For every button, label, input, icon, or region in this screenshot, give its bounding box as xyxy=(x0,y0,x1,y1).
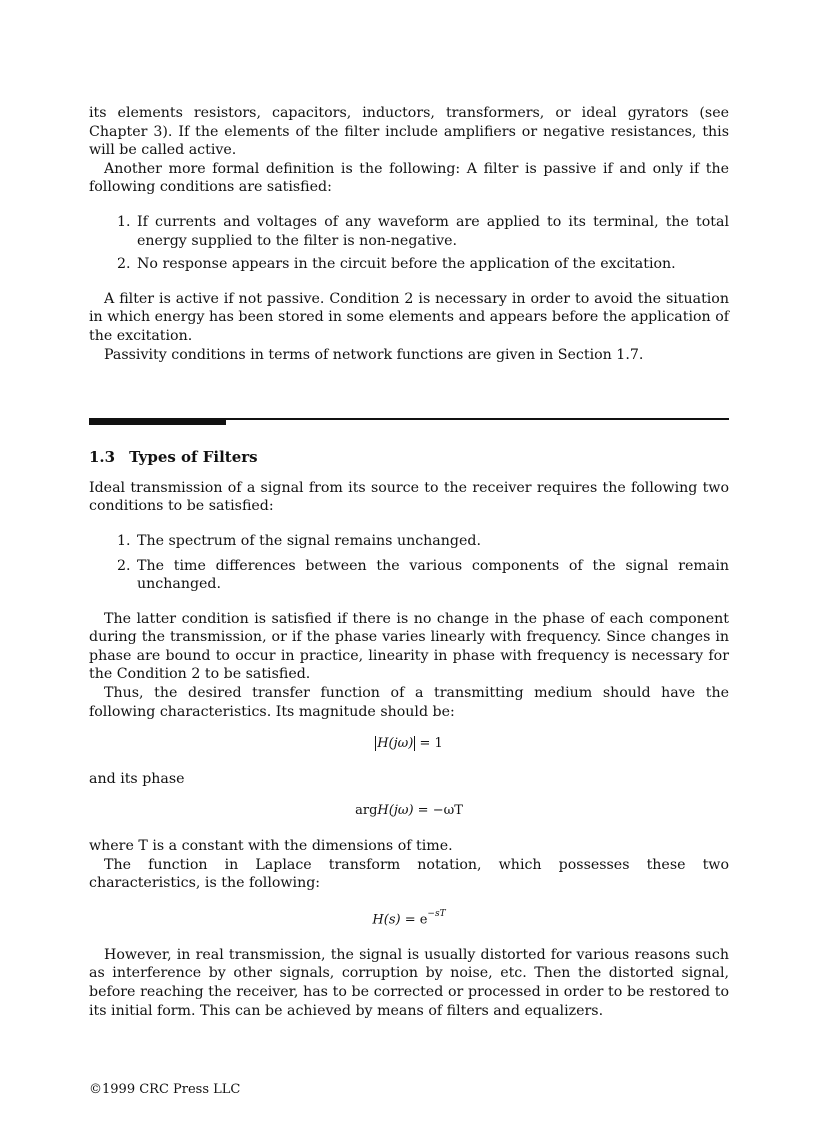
list-item-text: The spectrum of the signal remains unchanged. xyxy=(137,532,481,549)
section-title: Types of Filters xyxy=(129,448,258,467)
section-rule-thick xyxy=(89,418,226,425)
paragraph-5: The latter condition is satisfied if there is no change in the phase of each component during the transmission, or if the phase varies linearly with frequency. Since changes in phase are bound to occur in practice, linearity in phase with frequency is necessary for the Condition 2 to be satisfied. xyxy=(89,610,729,683)
list-item-text: If currents and voltages of any waveform are applied to its terminal, the total energy supplied to the filter is non-negative. xyxy=(137,213,729,249)
equation-magnitude xyxy=(89,735,729,754)
equation-phase-arg: arg xyxy=(355,803,378,819)
section-rule xyxy=(89,418,729,426)
list-item xyxy=(89,532,729,551)
section-number: 1.3 xyxy=(89,448,116,467)
equation-laplace-exponent: −sT xyxy=(427,908,446,919)
equation-laplace-eq: = e xyxy=(404,912,428,928)
paragraph-8: where T is a constant with the dimensions of time. xyxy=(89,838,453,855)
equation-magnitude-rhs: = 1 xyxy=(419,736,443,752)
equation-laplace xyxy=(89,907,729,930)
paragraph-10: However, in real transmission, the signal is usually distorted for various reasons such as interference by other signals, corruption by noise, etc. Then the distorted signal, before reaching the receiver, has to be corrected or processed in order to be restored to its initial form. This can be achieved by means of filters and equalizers. xyxy=(89,946,729,1019)
list-item xyxy=(89,255,729,274)
list-item-number: 1. xyxy=(117,213,131,230)
transmission-conditions-list xyxy=(89,532,729,594)
page-body xyxy=(89,104,729,1020)
paragraph-7: and its phase xyxy=(89,770,185,787)
list-item-text: The time differences between the various components of the signal remain unchanged. xyxy=(137,557,729,593)
list-item-number: 2. xyxy=(117,557,131,574)
paragraph-6: Thus, the desired transfer function of a transmitting medium should have the following characteristics. Its magnitude should be: xyxy=(89,685,729,720)
copyright-footer: ©1999 CRC Press LLC xyxy=(89,1082,241,1097)
equation-phase-rhs: = −ωT xyxy=(417,803,463,819)
paragraph-3: A filter is active if not passive. Condition 2 is necessary in order to avoid the situation in which energy has been stored in some elements and appears before the application of the excitation. xyxy=(89,290,729,344)
equation-laplace-lhs: H(s) xyxy=(372,912,401,928)
paragraph-4: Passivity conditions in terms of network functions are given in Section 1.7. xyxy=(104,346,644,363)
paragraph-2: Another more formal definition is the following: A filter is passive if and only if the following conditions are satisfied: xyxy=(89,160,729,196)
section-heading xyxy=(89,448,729,467)
section-intro: Ideal transmission of a signal from its source to the receiver requires the following two conditions to be satisfied: xyxy=(89,479,729,515)
list-item-text: No response appears in the circuit before the application of the excitation. xyxy=(137,256,676,273)
paragraph-1: its elements resistors, capacitors, inductors, transformers, or ideal gyrators (see Chapter 3). If the elements of the filter include amplifiers or negative resistances, this will be called active. xyxy=(89,105,729,159)
equation-magnitude-lhs xyxy=(375,736,415,751)
equation-phase-func: H(jω) xyxy=(377,803,414,819)
list-item-number: 1. xyxy=(117,532,131,549)
equation-phase xyxy=(89,802,729,821)
list-item xyxy=(89,213,729,250)
passivity-conditions-list xyxy=(89,213,729,274)
equation-magnitude-func: H(jω) xyxy=(377,736,414,752)
list-item xyxy=(89,557,729,594)
list-item-number: 2. xyxy=(117,256,131,273)
paragraph-9: The function in Laplace transform notation, which possesses these two characteristics, is the following: xyxy=(89,856,729,892)
